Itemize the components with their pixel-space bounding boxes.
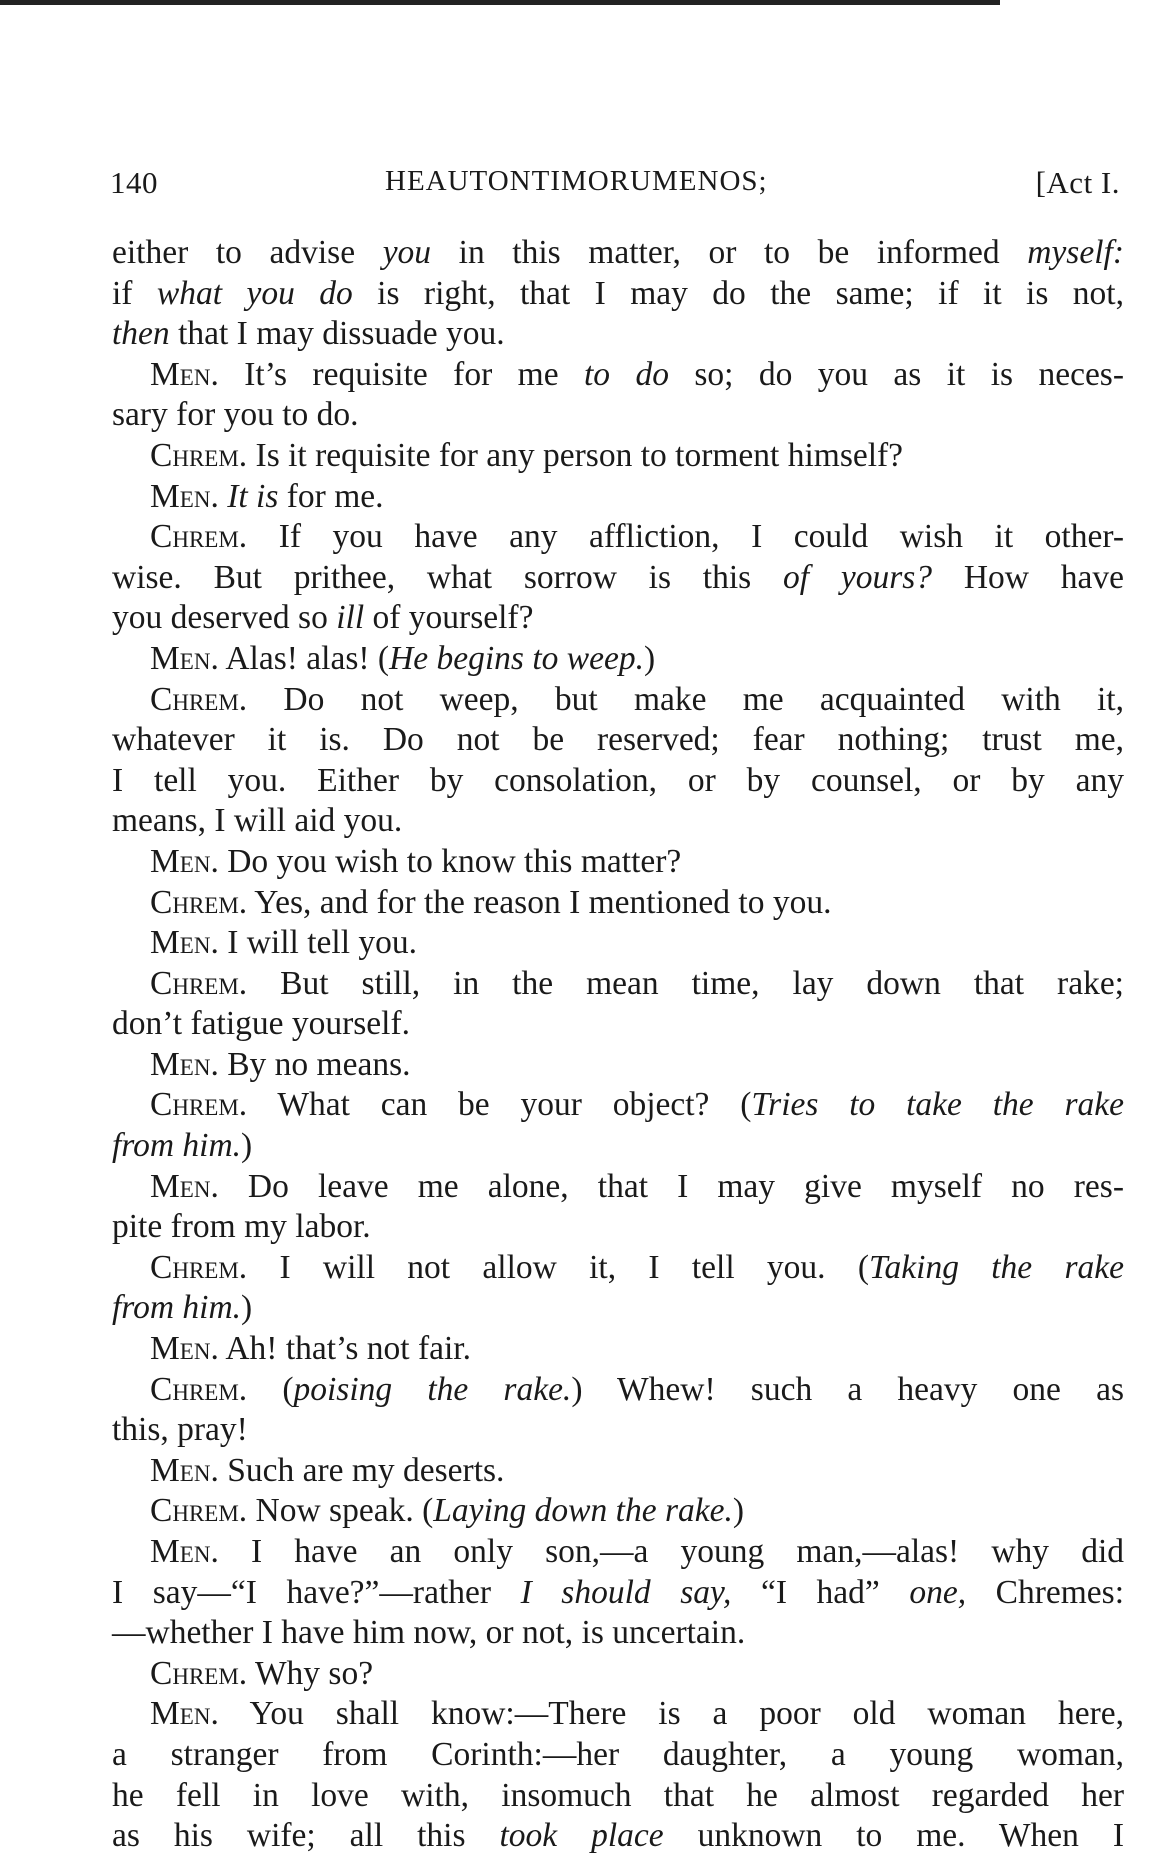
text-segment: wise. But prithee, what sorrow is this bbox=[112, 558, 783, 596]
italic-text: to do bbox=[583, 355, 669, 393]
text-segment: if bbox=[112, 274, 157, 312]
text-line bbox=[112, 1167, 1124, 1208]
text-segment: that I may dissuade you. bbox=[169, 315, 505, 353]
italic-text: Laying down the rake. bbox=[433, 1492, 733, 1530]
text-line bbox=[112, 964, 1124, 1005]
text-segment: ) bbox=[732, 1492, 745, 1530]
text-line bbox=[112, 1694, 1124, 1735]
text-segment: “I had” bbox=[731, 1573, 910, 1611]
speaker-name: Chrem. bbox=[150, 1654, 248, 1692]
act-label: [Act I. bbox=[1035, 165, 1120, 200]
text-segment: sary for you to do. bbox=[112, 396, 359, 434]
speaker-name: Men. bbox=[150, 1167, 219, 1205]
text-line bbox=[112, 1248, 1124, 1289]
italic-text: of yours? bbox=[783, 558, 933, 596]
text-segment: Yes, and for the reason I mentioned to you. bbox=[247, 883, 832, 921]
text-segment: I will tell you. bbox=[218, 924, 418, 962]
text-segment: of yourself? bbox=[364, 599, 534, 637]
text-line bbox=[112, 680, 1124, 721]
running-header bbox=[110, 165, 1120, 205]
text-segment: Do leave me alone, that I may give myself no res- bbox=[218, 1167, 1124, 1205]
text-segment bbox=[219, 478, 227, 515]
text-segment: By no means. bbox=[218, 1045, 411, 1083]
speaker-name: Chrem. bbox=[150, 1086, 248, 1124]
text-segment: ) Whew! such a heavy one as bbox=[571, 1370, 1124, 1408]
text-line bbox=[112, 1126, 1124, 1167]
text-segment: Do not weep, but make me acquainted with it, bbox=[247, 680, 1124, 718]
body-text bbox=[112, 233, 1124, 1857]
italic-text: myself: bbox=[1027, 234, 1124, 271]
text-segment: ) bbox=[241, 1289, 253, 1327]
italic-text: I should say, bbox=[520, 1573, 732, 1611]
text-segment: It’s requisite for me bbox=[218, 355, 584, 393]
text-line bbox=[112, 477, 1124, 518]
text-segment: either to advise bbox=[112, 234, 383, 271]
text-segment: —whether I have him now, or not, is uncertain. bbox=[112, 1614, 746, 1652]
speaker-name: Chrem. bbox=[150, 1370, 248, 1408]
text-line bbox=[112, 1451, 1124, 1492]
text-line bbox=[112, 1410, 1124, 1451]
speaker-name: Chrem. bbox=[150, 1492, 248, 1530]
text-segment: Why so? bbox=[247, 1654, 374, 1692]
text-segment: Ah! that’s not fair. bbox=[218, 1330, 471, 1368]
text-segment: for me. bbox=[278, 477, 384, 515]
text-line bbox=[112, 1613, 1124, 1654]
text-line bbox=[112, 436, 1124, 477]
text-segment: How have bbox=[932, 558, 1124, 596]
speaker-name: Men. bbox=[150, 355, 219, 393]
text-segment: he fell in love with, insomuch that he almost regarded her bbox=[112, 1776, 1124, 1814]
text-segment: I will not allow it, I tell you. ( bbox=[247, 1248, 869, 1286]
text-line bbox=[112, 517, 1124, 558]
text-segment: Is it requisite for any person to torment himself? bbox=[247, 436, 904, 474]
italic-text: Taking the rake bbox=[868, 1248, 1124, 1286]
italic-text: poising the rake. bbox=[293, 1370, 572, 1408]
speaker-name: Chrem. bbox=[150, 964, 248, 1002]
text-segment: in this matter, or to be informed bbox=[431, 234, 1028, 271]
text-line bbox=[112, 274, 1124, 315]
speaker-name: Chrem. bbox=[150, 518, 248, 556]
text-line bbox=[112, 395, 1124, 436]
text-line bbox=[112, 923, 1124, 964]
text-segment: unknown to me. When I bbox=[663, 1817, 1124, 1855]
italic-text: what you do bbox=[156, 274, 353, 312]
italic-text: He begins to weep. bbox=[389, 639, 644, 677]
text-line bbox=[112, 1329, 1124, 1370]
speaker-name: Men. bbox=[150, 639, 219, 677]
text-line bbox=[112, 801, 1124, 842]
text-line bbox=[112, 1816, 1124, 1857]
text-segment: you deserved so bbox=[112, 599, 337, 637]
text-line bbox=[112, 1735, 1124, 1776]
text-segment: is right, that I may do the same; if it is not, bbox=[352, 274, 1124, 312]
text-line bbox=[112, 720, 1124, 761]
text-segment: ) bbox=[643, 639, 656, 677]
text-segment: as his wife; all this bbox=[112, 1817, 500, 1855]
italic-text: took place bbox=[499, 1817, 664, 1855]
text-segment: I say—“I have?”—rather bbox=[112, 1573, 521, 1611]
page-number: 140 bbox=[110, 165, 158, 200]
text-line bbox=[112, 598, 1124, 639]
text-segment: don’t fatigue yourself. bbox=[112, 1005, 411, 1043]
text-line bbox=[112, 883, 1124, 924]
speaker-name: Men. bbox=[150, 842, 219, 880]
text-segment: Now speak. ( bbox=[247, 1492, 434, 1530]
speaker-name: Chrem. bbox=[150, 680, 248, 718]
text-line bbox=[112, 1004, 1124, 1045]
text-segment: What can be your object? ( bbox=[247, 1086, 752, 1124]
italic-text: Tries to take the rake bbox=[751, 1086, 1124, 1124]
italic-text: from him. bbox=[112, 1127, 242, 1165]
text-line bbox=[112, 1573, 1124, 1614]
italic-text: from him. bbox=[112, 1289, 242, 1327]
text-segment: a stranger from Corinth:—her daughter, a young woman, bbox=[112, 1735, 1124, 1773]
text-segment: so; do you as it is neces- bbox=[668, 355, 1125, 393]
speaker-name: Men. bbox=[150, 1045, 219, 1083]
speaker-name: Men. bbox=[150, 1451, 219, 1489]
italic-text: one, bbox=[909, 1573, 967, 1611]
italic-text: then bbox=[112, 315, 170, 353]
text-line bbox=[112, 761, 1124, 802]
text-line bbox=[112, 355, 1124, 396]
speaker-name: Chrem. bbox=[150, 436, 248, 474]
top-border-rule bbox=[0, 0, 1000, 5]
text-line bbox=[112, 1045, 1124, 1086]
text-line bbox=[112, 233, 1124, 274]
text-segment: pite from my labor. bbox=[112, 1208, 371, 1246]
text-segment: I have an only son,—a young man,—alas! why did bbox=[218, 1533, 1124, 1570]
text-segment: Chremes: bbox=[966, 1573, 1125, 1611]
text-line bbox=[112, 1776, 1124, 1817]
text-line bbox=[112, 842, 1124, 883]
text-line bbox=[112, 1491, 1124, 1532]
text-segment: ) bbox=[241, 1127, 253, 1165]
text-line bbox=[112, 1370, 1124, 1411]
text-segment: this, pray! bbox=[112, 1411, 248, 1449]
text-segment: I tell you. Either by consolation, or by counsel, or by any bbox=[112, 761, 1124, 799]
book-title: HEAUTONTIMORUMENOS; bbox=[385, 165, 768, 197]
text-segment: Alas! alas! ( bbox=[218, 639, 390, 677]
text-line bbox=[112, 1207, 1124, 1248]
text-segment: Such are my deserts. bbox=[218, 1451, 505, 1489]
text-segment: whatever it is. Do not be reserved; fear nothing; trust me, bbox=[112, 721, 1124, 759]
text-segment: means, I will aid you. bbox=[112, 802, 403, 840]
italic-text: It is bbox=[227, 477, 279, 515]
italic-text: ill bbox=[336, 599, 365, 637]
text-line bbox=[112, 1085, 1124, 1126]
text-line bbox=[112, 314, 1124, 355]
speaker-name: Chrem. bbox=[150, 1248, 248, 1286]
speaker-name: Chrem. bbox=[150, 883, 248, 921]
text-segment: ( bbox=[247, 1370, 294, 1408]
text-line bbox=[112, 1532, 1124, 1573]
text-line bbox=[112, 639, 1124, 680]
text-line bbox=[112, 1288, 1124, 1329]
text-segment: If you have any affliction, I could wish it other- bbox=[247, 518, 1124, 556]
speaker-name: Men. bbox=[150, 924, 219, 962]
speaker-name: Men. bbox=[150, 477, 219, 515]
italic-text: you bbox=[382, 234, 432, 271]
text-segment: But still, in the mean time, lay down that rake; bbox=[247, 964, 1124, 1002]
speaker-name: Men. bbox=[150, 1330, 219, 1368]
text-line bbox=[112, 558, 1124, 599]
speaker-name: Men. bbox=[150, 1533, 219, 1570]
speaker-name: Men. bbox=[150, 1695, 219, 1733]
text-segment: You shall know:—There is a poor old woman here, bbox=[218, 1695, 1124, 1733]
text-line bbox=[112, 1654, 1124, 1695]
text-segment: Do you wish to know this matter? bbox=[218, 842, 682, 880]
